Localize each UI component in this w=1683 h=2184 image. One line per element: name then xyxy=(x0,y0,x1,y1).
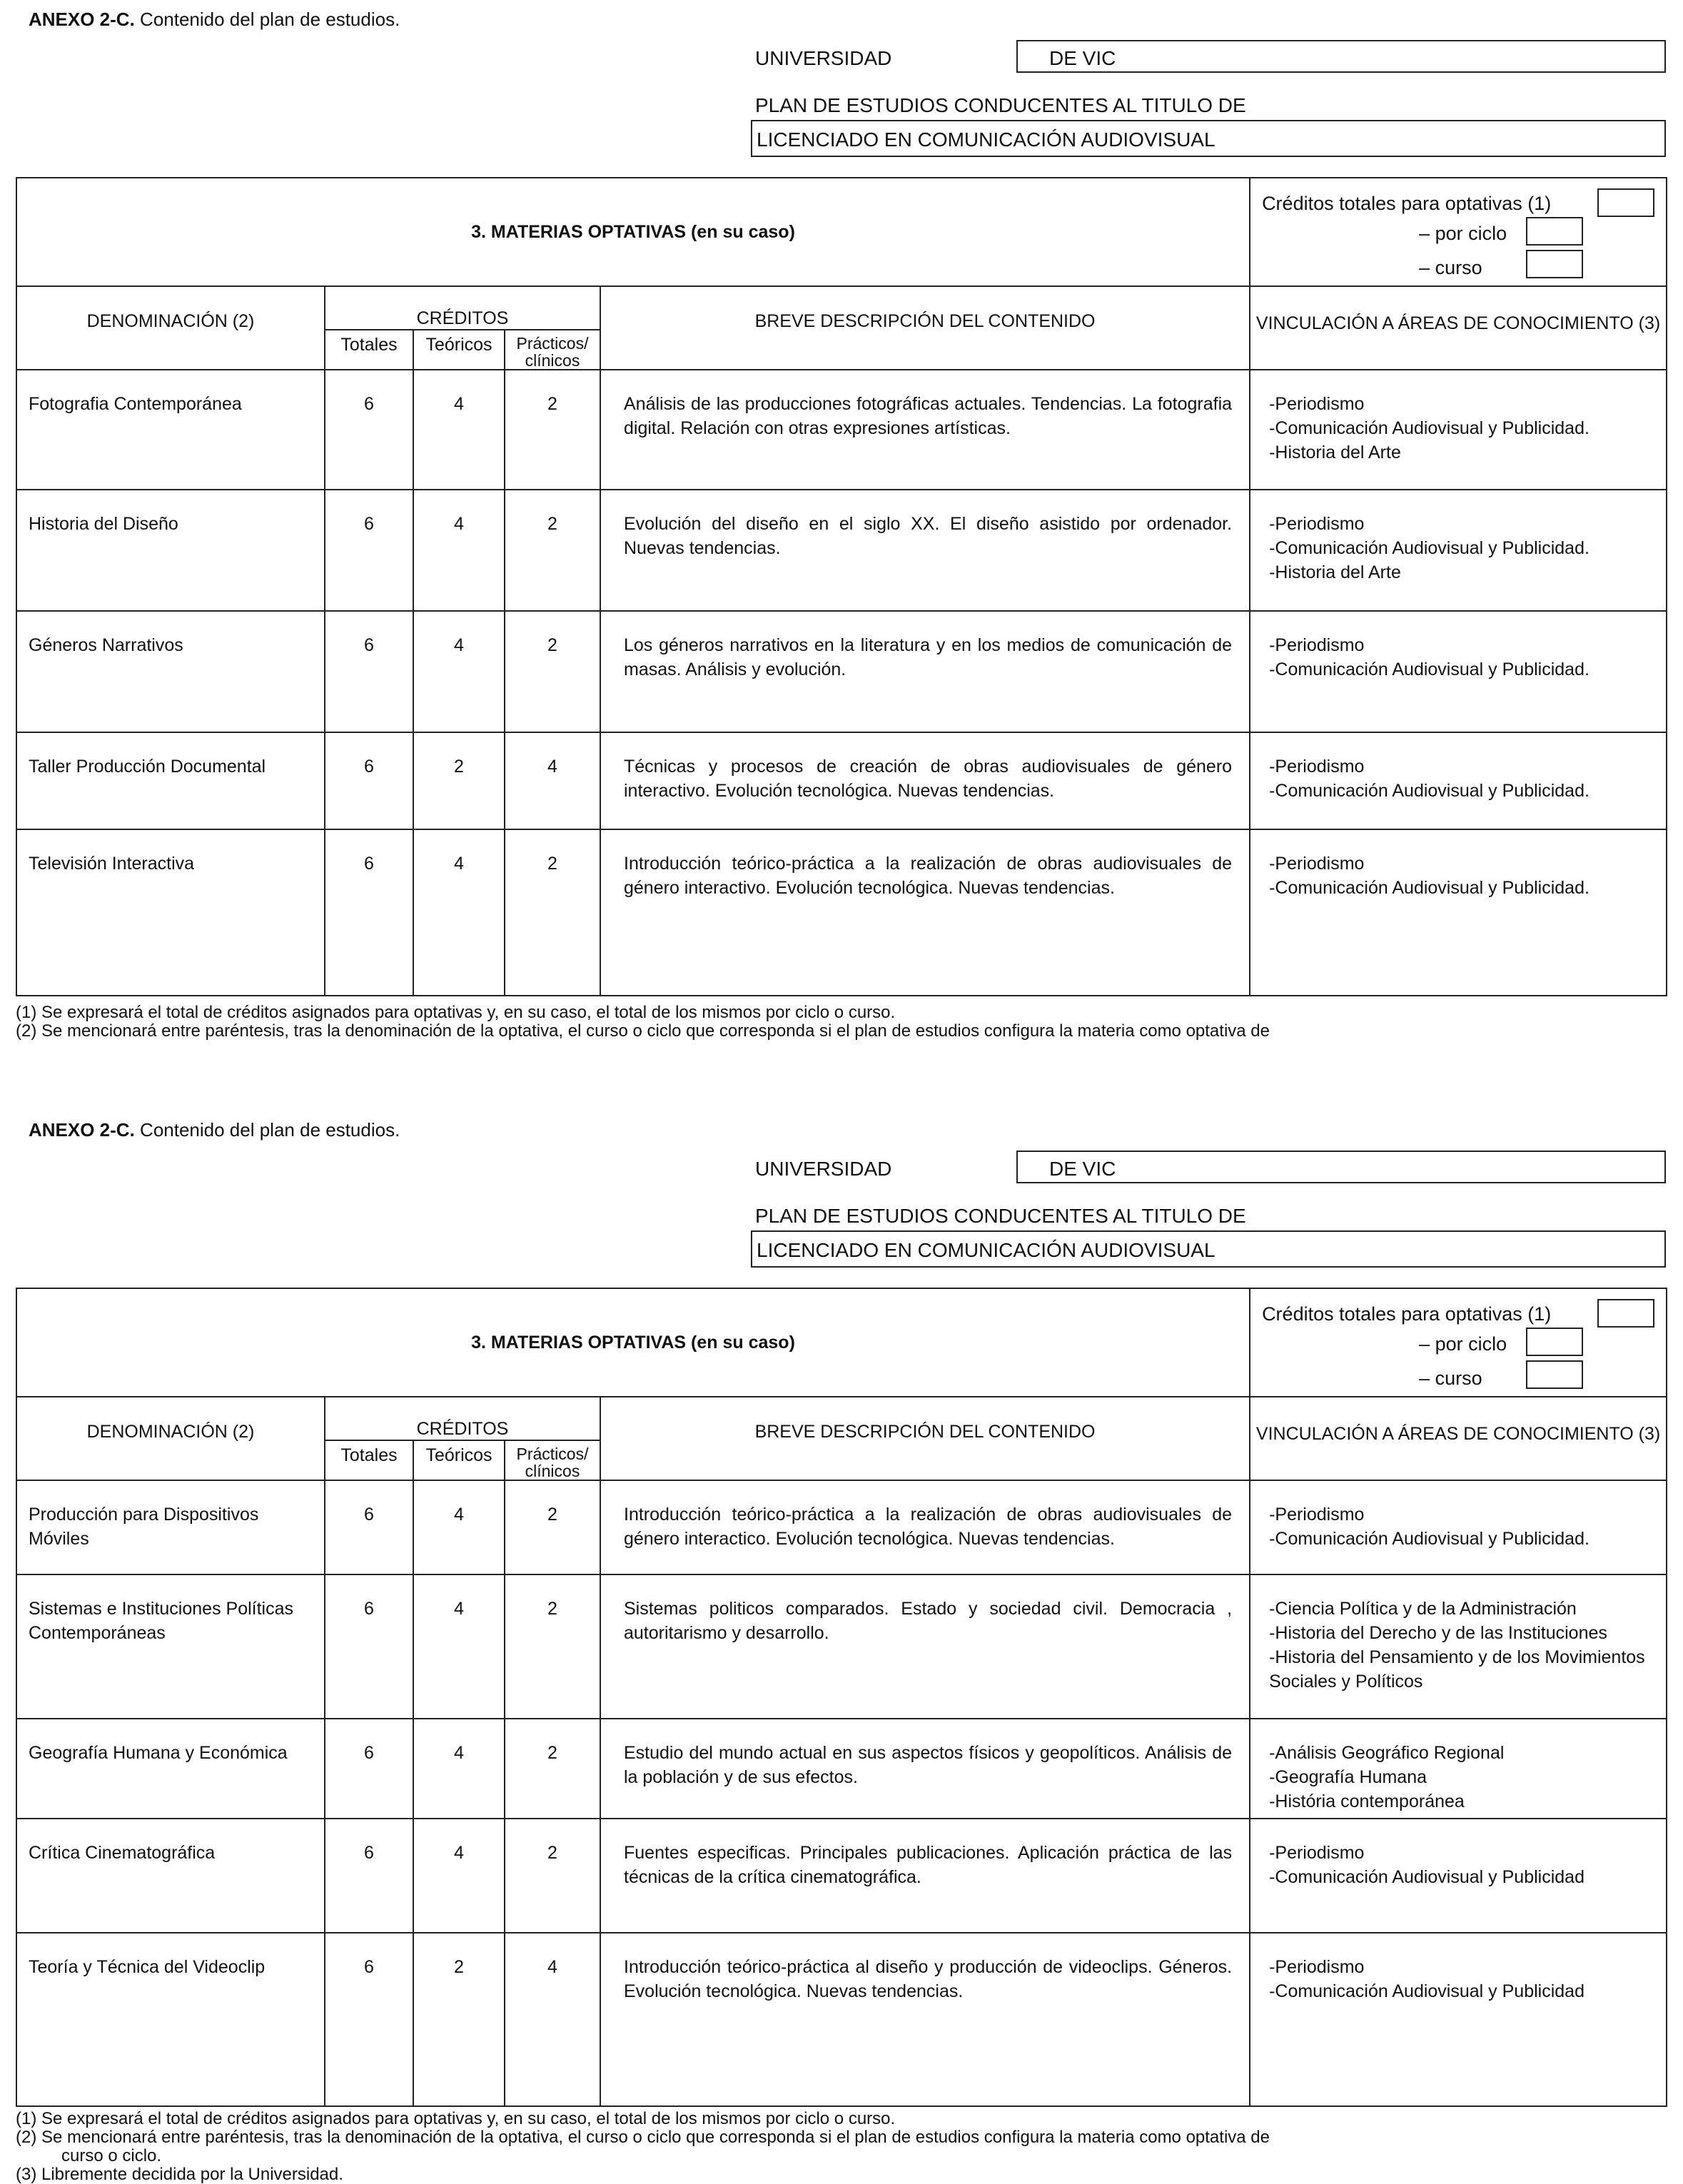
credits-practicos: 4 xyxy=(505,732,600,829)
footnote: (3) Libremente decidida por la Universidad. xyxy=(16,2165,343,2184)
subject-description: Evolución del diseño en el siglo XX. El diseño asistido por ordenador. Nuevas tendencias. xyxy=(600,490,1250,611)
credits-total-label: Créditos totales para optativas (1) xyxy=(1262,1303,1552,1325)
university-field xyxy=(1016,40,1666,73)
page-2 xyxy=(0,1111,1683,2184)
header-teoricos: Teóricos xyxy=(413,1440,505,1480)
credits-teoricos: 4 xyxy=(413,1480,505,1574)
footnote: (1) Se expresará el total de créditos asignados para optativas y, en su caso, el total de los mismos por ciclo o curso. xyxy=(16,2109,896,2128)
footnotes xyxy=(16,2110,1270,2184)
plan-field xyxy=(751,120,1666,157)
section-title: 3. MATERIAS OPTATIVAS (en su caso) xyxy=(16,178,1250,286)
credits-course-box xyxy=(1526,1360,1583,1389)
credits-teoricos: 2 xyxy=(413,1933,505,2106)
header-vinculacion: VINCULACIÓN A ÁREAS DE CONOCIMIENTO (3) xyxy=(1250,1397,1667,1480)
credits-total-box xyxy=(1597,188,1654,217)
subject-name: Fotografia Contemporánea xyxy=(16,370,325,490)
area-item: -Comunicación Audiovisual y Publicidad. xyxy=(1269,418,1590,438)
credits-total-label: Créditos totales para optativas (1) xyxy=(1262,193,1552,214)
table-row xyxy=(16,490,1667,611)
table-row xyxy=(16,1719,1667,1819)
table-row xyxy=(16,1933,1667,2106)
credits-cycle-box xyxy=(1526,217,1583,246)
footnotes xyxy=(16,1003,1270,1041)
subject-description: Análisis de las producciones fotográficas actuales. Tendencias. La fotografia digital. Relación con otras expresiones artísticas. xyxy=(600,370,1250,490)
footnote: curso o ciclo. xyxy=(61,2146,162,2165)
subject-description: Estudio del mundo actual en sus aspectos físicos y geopolíticos. Análisis de la población y de sus efectos. xyxy=(600,1719,1250,1819)
credits-totales: 6 xyxy=(325,370,413,490)
credits-totales: 6 xyxy=(325,732,413,829)
subject-name: Producción para Dispositivos Móviles xyxy=(16,1480,325,1574)
table-row xyxy=(16,1574,1667,1719)
subject-description: Introducción teórico-práctica a la realización de obras audiovisuales de género interactico. Evolución tecnológica. Nuevas tendencias. xyxy=(600,1480,1250,1574)
credits-totales: 6 xyxy=(325,1719,413,1819)
plan-value: LICENCIADO EN COMUNICACIÓN AUDIOVISUAL xyxy=(757,128,1216,151)
area-item: -Historia del Arte xyxy=(1269,562,1401,582)
credits-totales: 6 xyxy=(325,611,413,732)
university-field xyxy=(1016,1151,1666,1183)
subject-description: Los géneros narrativos en la literatura y en los medios de comunicación de masas. Análisis y evolución. xyxy=(600,611,1250,732)
area-item: -Historia del Arte xyxy=(1269,443,1401,462)
header-denominacion: DENOMINACIÓN (2) xyxy=(16,286,325,370)
header-descripcion: BREVE DESCRIPCIÓN DEL CONTENIDO xyxy=(600,1397,1250,1480)
subject-name: Teoría y Técnica del Videoclip xyxy=(16,1933,325,2106)
header-totales: Totales xyxy=(325,330,413,370)
credits-practicos: 2 xyxy=(505,370,600,490)
credits-totales: 6 xyxy=(325,1574,413,1719)
credits-teoricos: 4 xyxy=(413,370,505,490)
knowledge-areas xyxy=(1250,732,1667,829)
knowledge-areas xyxy=(1250,1719,1667,1819)
optional-subjects-table xyxy=(16,177,1667,996)
credits-totales: 6 xyxy=(325,490,413,611)
knowledge-areas xyxy=(1250,611,1667,732)
area-item: -Historia del Pensamiento y de los Movimientos Sociales y Políticos xyxy=(1269,1647,1645,1692)
credits-practicos: 2 xyxy=(505,1480,600,1574)
header-vinculacion: VINCULACIÓN A ÁREAS DE CONOCIMIENTO (3) xyxy=(1250,286,1667,370)
subject-name: Crítica Cinematográfica xyxy=(16,1819,325,1933)
knowledge-areas xyxy=(1250,1574,1667,1719)
credits-practicos: 2 xyxy=(505,1719,600,1819)
table-row xyxy=(16,829,1667,996)
subject-description: Introducción teórico-práctica al diseño y producción de videoclips. Géneros. Evolución tecnológica. Nuevas tendencias. xyxy=(600,1933,1250,2106)
credits-course-box xyxy=(1526,250,1583,278)
credits-teoricos: 4 xyxy=(413,1819,505,1933)
annex-heading: ANEXO 2-C. Contenido del plan de estudios. xyxy=(29,9,400,30)
university-label: UNIVERSIDAD xyxy=(755,47,892,69)
header-totales: Totales xyxy=(325,1440,413,1480)
subject-name: Historia del Diseño xyxy=(16,490,325,611)
credits-cycle-box xyxy=(1526,1328,1583,1356)
area-item: -Comunicación Audiovisual y Publicidad. xyxy=(1269,781,1590,801)
subject-description: Sistemas politicos comparados. Estado y sociedad civil. Democracia , autoritarismo y desarrollo. xyxy=(600,1574,1250,1719)
subject-description: Fuentes especificas. Principales publicaciones. Aplicación práctica de las técnicas de la crítica cinematográfica. xyxy=(600,1819,1250,1933)
subject-name: Taller Producción Documental xyxy=(16,732,325,829)
header-creditos: CRÉDITOS xyxy=(325,1397,600,1440)
area-item: -Historia del Derecho y de las Instituciones xyxy=(1269,1623,1607,1643)
subject-description: Técnicas y procesos de creación de obras audiovisuales de género interactivo. Evolución tecnológica. Nuevas tendencias. xyxy=(600,732,1250,829)
credits-teoricos: 4 xyxy=(413,1574,505,1719)
table-row xyxy=(16,370,1667,490)
table-row xyxy=(16,611,1667,732)
footnote: (1) Se expresará el total de créditos asignados para optativas y, en su caso, el total de los mismos por ciclo o curso. xyxy=(16,1003,896,1022)
area-item: -Periodismo xyxy=(1269,1505,1365,1525)
credits-teoricos: 4 xyxy=(413,1719,505,1819)
table-row xyxy=(16,732,1667,829)
area-item: -Periodismo xyxy=(1269,854,1365,874)
area-item: -Comunicación Audiovisual y Publicidad xyxy=(1269,1867,1585,1887)
knowledge-areas xyxy=(1250,829,1667,996)
credits-totales: 6 xyxy=(325,1480,413,1574)
credits-teoricos: 4 xyxy=(413,490,505,611)
header-practicos: Prácticos/ clínicos xyxy=(505,1440,600,1480)
optional-subjects-table xyxy=(16,1288,1667,2107)
credits-practicos: 2 xyxy=(505,1574,600,1719)
knowledge-areas xyxy=(1250,370,1667,490)
knowledge-areas xyxy=(1250,1933,1667,2106)
plan-label: PLAN DE ESTUDIOS CONDUCENTES AL TITULO DE xyxy=(755,1205,1246,1227)
credits-course-label: – curso xyxy=(1419,1367,1482,1389)
header-teoricos: Teóricos xyxy=(413,330,505,370)
credits-teoricos: 2 xyxy=(413,732,505,829)
credits-cycle-label: – por ciclo xyxy=(1419,223,1507,244)
annex-heading: ANEXO 2-C. Contenido del plan de estudios. xyxy=(29,1119,400,1141)
credits-totales: 6 xyxy=(325,829,413,996)
plan-field xyxy=(751,1230,1666,1268)
credits-practicos: 2 xyxy=(505,490,600,611)
credits-summary xyxy=(1250,1288,1667,1397)
credits-teoricos: 4 xyxy=(413,611,505,732)
subject-name: Géneros Narrativos xyxy=(16,611,325,732)
credits-summary xyxy=(1250,178,1667,286)
credits-practicos: 4 xyxy=(505,1933,600,2106)
credits-total-box xyxy=(1597,1299,1654,1328)
area-item: -Periodismo xyxy=(1269,757,1365,777)
header-descripcion: BREVE DESCRIPCIÓN DEL CONTENIDO xyxy=(600,286,1250,370)
plan-value: LICENCIADO EN COMUNICACIÓN AUDIOVISUAL xyxy=(757,1239,1216,1261)
credits-cycle-label: – por ciclo xyxy=(1419,1333,1507,1355)
area-item: -Periodismo xyxy=(1269,514,1365,534)
area-item: -Geografía Humana xyxy=(1269,1767,1427,1787)
table-row xyxy=(16,1819,1667,1933)
subject-name: Sistemas e Instituciones Políticas Contemporáneas xyxy=(16,1574,325,1719)
knowledge-areas xyxy=(1250,1819,1667,1933)
plan-label: PLAN DE ESTUDIOS CONDUCENTES AL TITULO DE xyxy=(755,94,1246,116)
area-item: -Periodismo xyxy=(1269,635,1365,655)
university-value: DE VIC xyxy=(1049,1158,1116,1180)
credits-totales: 6 xyxy=(325,1933,413,2106)
subject-name: Geografía Humana y Económica xyxy=(16,1719,325,1819)
subject-description: Introducción teórico-práctica a la realización de obras audiovisuales de género interactivo. Evolución tecnológica. Nuevas tendencias. xyxy=(600,829,1250,996)
area-item: -Periodismo xyxy=(1269,394,1365,414)
page-1 xyxy=(0,0,1683,1071)
university-value: DE VIC xyxy=(1049,47,1116,69)
university-label: UNIVERSIDAD xyxy=(755,1158,892,1180)
credits-totales: 6 xyxy=(325,1819,413,1933)
credits-practicos: 2 xyxy=(505,611,600,732)
section-title: 3. MATERIAS OPTATIVAS (en su caso) xyxy=(16,1288,1250,1397)
area-item: -Comunicación Audiovisual y Publicidad. xyxy=(1269,538,1590,558)
area-item: -Periodismo xyxy=(1269,1957,1365,1977)
area-item: -Comunicación Audiovisual y Publicidad. xyxy=(1269,659,1590,679)
subject-name: Televisión Interactiva xyxy=(16,829,325,996)
header-denominacion: DENOMINACIÓN (2) xyxy=(16,1397,325,1480)
footnote: (2) Se mencionará entre paréntesis, tras la denominación de la optativa, el curso o ciclo que corresponda si el plan de estudios configura la materia como optativa de xyxy=(16,2128,1270,2147)
area-item: -Comunicación Audiovisual y Publicidad xyxy=(1269,1981,1585,2001)
credits-teoricos: 4 xyxy=(413,829,505,996)
header-practicos: Prácticos/ clínicos xyxy=(505,330,600,370)
credits-course-label: – curso xyxy=(1419,257,1482,278)
area-item: -Análisis Geográfico Regional xyxy=(1269,1743,1505,1763)
area-item: -Periodismo xyxy=(1269,1843,1365,1863)
header-creditos: CRÉDITOS xyxy=(325,286,600,330)
credits-practicos: 2 xyxy=(505,1819,600,1933)
table-row xyxy=(16,1480,1667,1574)
footnote: (2) Se mencionará entre paréntesis, tras la denominación de la optativa, el curso o ciclo que corresponda si el plan de estudios configura la materia como optativa de xyxy=(16,1021,1270,1041)
area-item: -Ciencia Política y de la Administración xyxy=(1269,1599,1577,1619)
knowledge-areas xyxy=(1250,490,1667,611)
area-item: -Comunicación Audiovisual y Publicidad. xyxy=(1269,878,1590,898)
credits-practicos: 2 xyxy=(505,829,600,996)
area-item: -Comunicación Audiovisual y Publicidad. xyxy=(1269,1529,1590,1549)
area-item: -História contemporánea xyxy=(1269,1791,1465,1811)
knowledge-areas xyxy=(1250,1480,1667,1574)
